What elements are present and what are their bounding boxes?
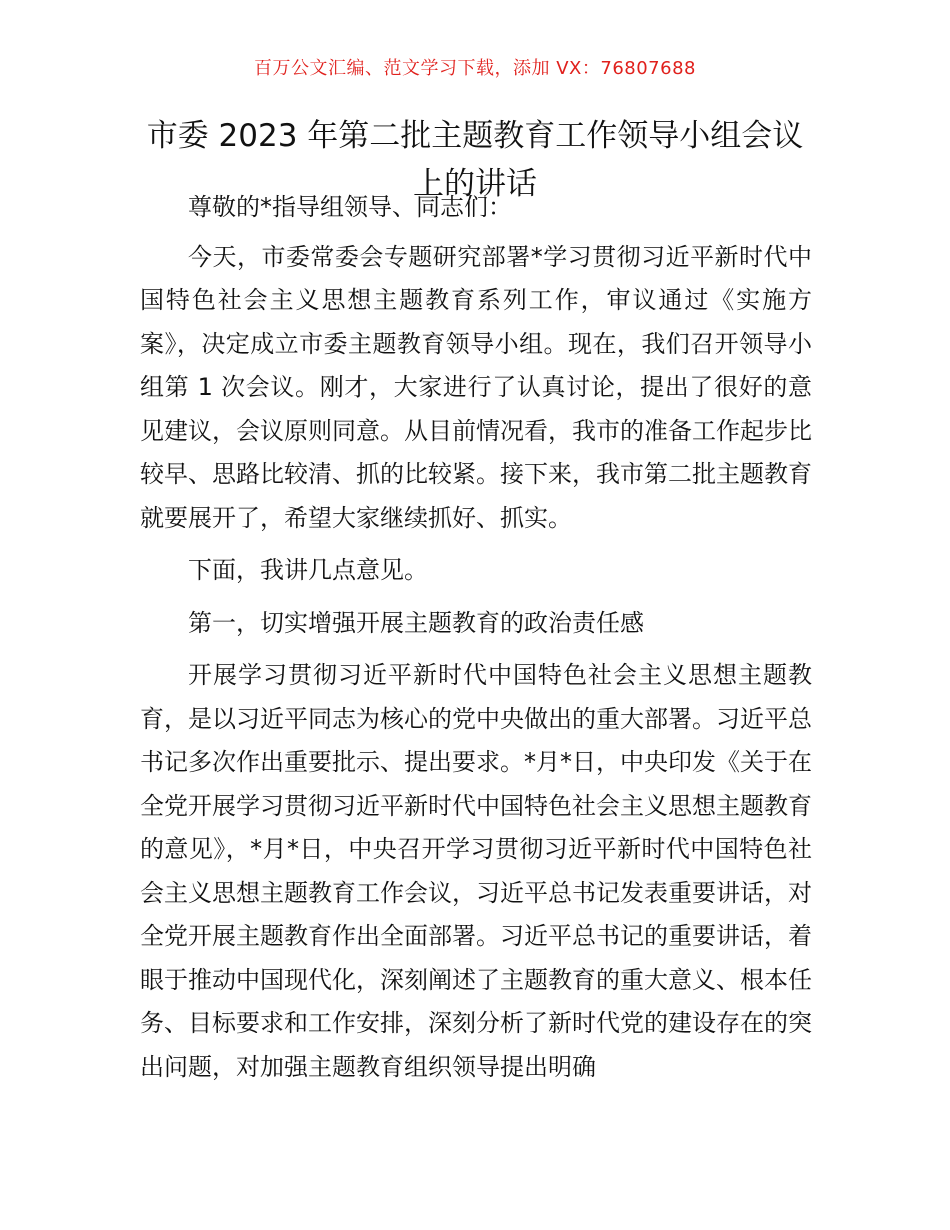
- paragraph-transition: 下面，我讲几点意见。: [188, 556, 428, 584]
- paragraph-intro: 今天，市委常委会专题研究部署*学习贯彻习近平新时代中国特色社会主义思想主题教育系列工作，审议通过《实施方案》，决定成立市委主题教育领导小组。现在，我们召开领导小组第 1 次会议。刚才，大家进行了认真讨论，提出了很好的意见建议，会议原则同意。从目前情况看，我市的准备工作起步比较早、思路比较清、抓的比较紧。接下来，我市第二批主题教育就要展开了，希望大家继续抓好、抓实。: [140, 242, 812, 532]
- title-line-2: 上的讲话: [413, 166, 537, 202]
- document-body: [140, 186, 812, 1098]
- salutation: 尊敬的*指导组领导、同志们：: [188, 193, 512, 221]
- section-heading-1: 第一，切实增强开展主题教育的政治责任感: [188, 608, 644, 637]
- watermark-header: 百万公文汇编、范文学习下载，添加 VX：76807688: [254, 58, 696, 79]
- title-line-1: 市委 2023 年第二批主题教育工作领导小组会议: [146, 118, 804, 154]
- paragraph-section-1: 开展学习贯彻习近平新时代中国特色社会主义思想主题教育，是以习近平同志为核心的党中央做出的重大部署。习近平总书记多次作出重要批示、提出要求。*月*日，中央印发《关于在全党开展学习贯彻习近平新时代中国特色社会主义思想主题教育的意见》，*月*日，中央召开学习贯彻习近平新时代中国特色社会主义思想主题教育工作会议，习近平总书记发表重要讲话，对全党开展主题教育作出全面部署。习近平总书记的重要讲话，着眼于推动中国现代化，深刻阐述了主题教育的重大意义、根本任务、目标要求和工作安排，深刻分析了新时代党的建设存在的突出问题，对加强主题教育组织领导提出明确: [140, 661, 812, 1081]
